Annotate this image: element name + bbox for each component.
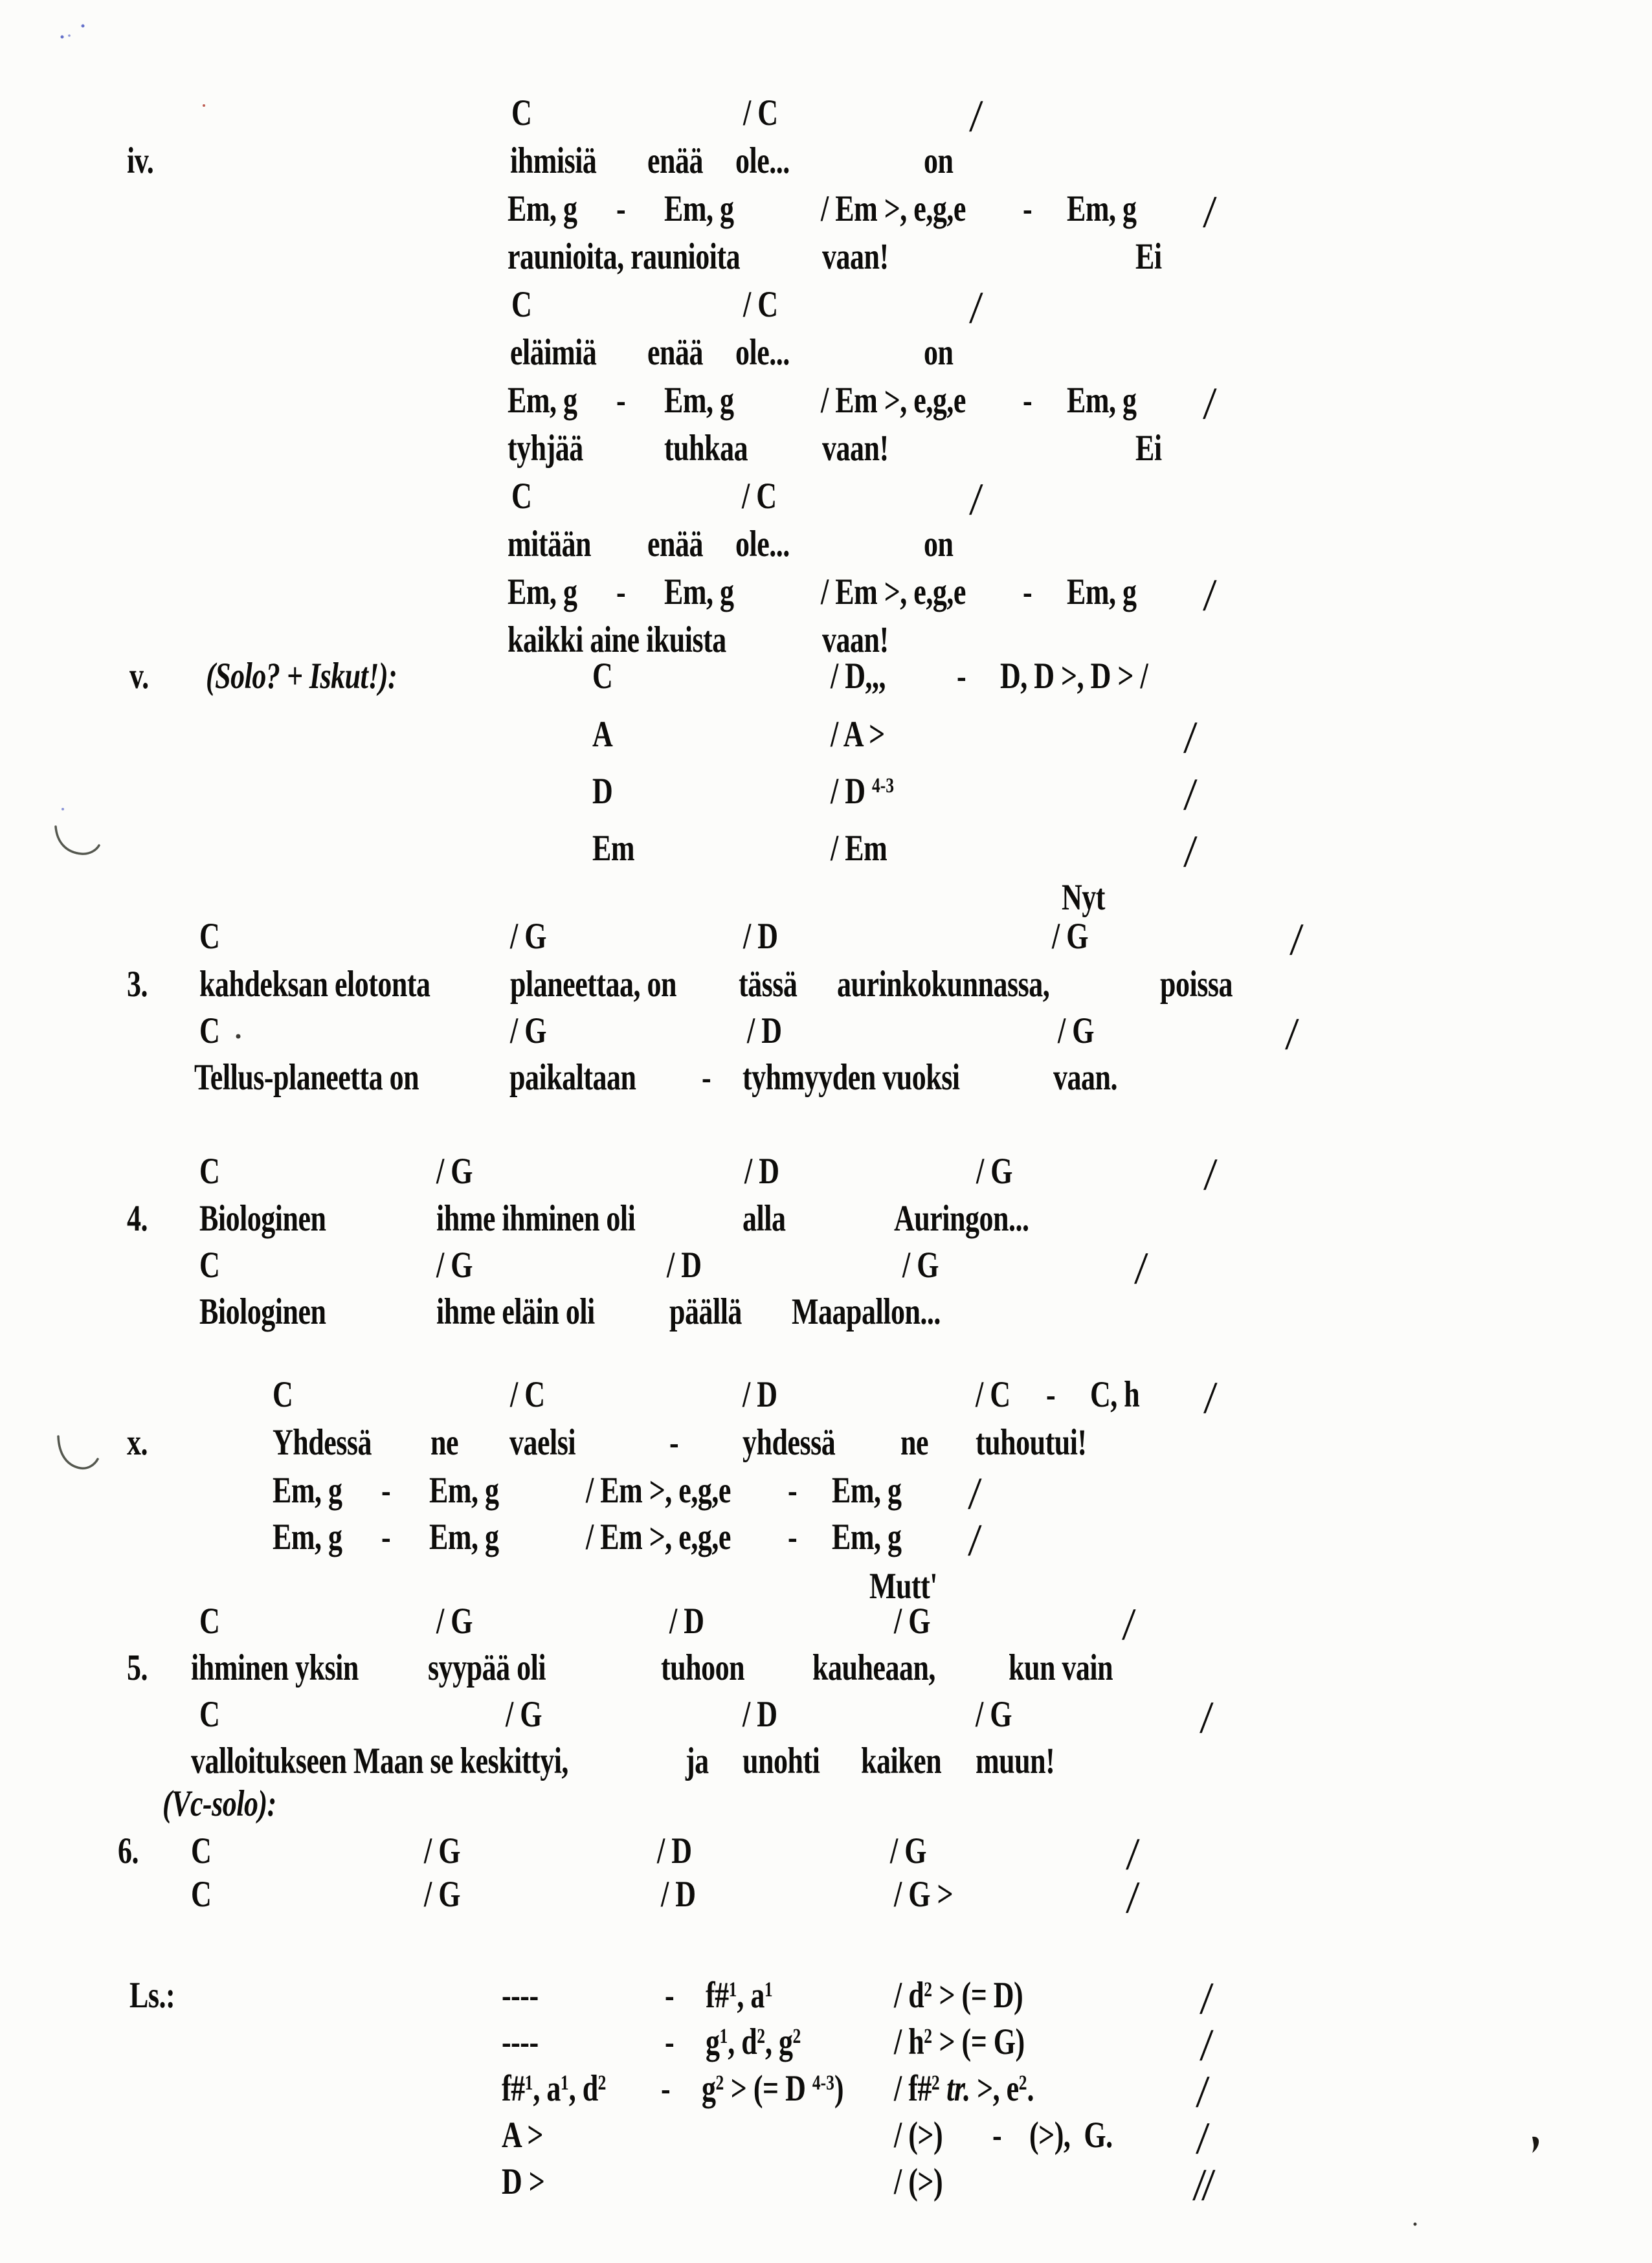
x-chords-0-seg-5: C, h	[1090, 1374, 1140, 1415]
verse6-chords-2-seg-3: / G >	[894, 1873, 954, 1915]
verse3-lyrics-3-seg-0: Tellus-planeetta on	[194, 1056, 419, 1098]
iv-lyrics-3-seg-1: vaan!	[822, 236, 889, 277]
ls-ls-row-1-seg-4: /	[1198, 2020, 1214, 2071]
verse4-chords-0-seg-2: / D	[744, 1150, 779, 1192]
ls-ls-row-3-seg-4: /	[1194, 2113, 1211, 2164]
v-solo-row-3-seg-0: Em	[592, 827, 634, 869]
iv-riff-2-seg-3: / Em >, e,g,e	[821, 188, 966, 229]
v-solo-row-0-seg-2: C	[592, 655, 613, 697]
verse6-chords-1-seg-3: / D	[657, 1830, 692, 1871]
ink-speck-blue-3	[61, 808, 64, 810]
verse3-lyrics-1-seg-1: kahdeksan elotonta	[199, 963, 430, 1005]
ls-ls-row-0-seg-4: / $d^2$ > (= D)	[894, 1974, 1023, 2016]
ls-ls-row-0-seg-1: ----	[502, 1974, 539, 2016]
iv-riff-6-seg-1: -	[616, 379, 626, 421]
x-riff-2-seg-4: -	[788, 1469, 798, 1511]
v-solo-row-0-seg-5: D, D >, D > /	[1000, 655, 1148, 697]
iv-lyrics-9-seg-3: on	[924, 523, 954, 564]
x-chords-0-seg-1: / C	[510, 1374, 545, 1415]
ls-ls-row-2-seg-1: -	[661, 2068, 671, 2109]
iv-riff-6-seg-0: Em, g	[508, 379, 577, 421]
verse3-chords-0-seg-4: /	[1288, 915, 1304, 965]
verse3-chords-2-seg-2: / D	[747, 1010, 782, 1051]
iv-lyrics-3-seg-0: raunioita, raunioita	[508, 236, 741, 277]
verse5-chords-2-seg-0: C	[199, 1693, 220, 1735]
verse3-lyrics-3-seg-1: paikaltaan	[509, 1056, 636, 1098]
x-riff-3-seg-4: -	[788, 1516, 798, 1557]
x-lyrics-1-seg-1: Yhdessä	[273, 1421, 372, 1463]
verse6-chords-1-seg-2: / G	[424, 1830, 460, 1871]
verse5-chords-0-seg-0: C	[199, 1600, 220, 1642]
iv-lyrics-1-seg-1: ihmisiä	[510, 140, 597, 181]
verse5-lyrics-1-seg-5: kun vain	[1009, 1647, 1113, 1688]
stray-dot-bottom	[1414, 2223, 1417, 2226]
x-riff-3-seg-0: Em, g	[273, 1516, 342, 1557]
verse4-chords-2-seg-0: C	[199, 1244, 220, 1286]
v-solo-row-3-seg-2: /	[1182, 827, 1198, 877]
verse3-chords-0-seg-0: C	[199, 915, 220, 957]
verse-5-number: 5.	[127, 1647, 148, 1688]
iv-chords-8-seg-1: / C	[742, 475, 777, 517]
cue-mutt: Mutt'	[869, 1565, 938, 1607]
verse3-lyrics-1-seg-5: poissa	[1160, 963, 1233, 1005]
iv-lyrics-9-seg-2: ole...	[735, 523, 790, 564]
x-riff-2-seg-6: /	[966, 1469, 983, 1519]
verse5-chords-2-seg-4: /	[1198, 1693, 1214, 1743]
verse3-lyrics-3-seg-4: vaan.	[1053, 1056, 1117, 1098]
x-riff-2-seg-5: Em, g	[832, 1469, 902, 1511]
x-riff-2-seg-2: Em, g	[429, 1469, 499, 1511]
verse5-chords-0-seg-1: / G	[436, 1600, 473, 1642]
iv-riff-2-seg-2: Em, g	[664, 188, 734, 229]
verse6-chords-1-seg-1: C	[191, 1830, 212, 1871]
section-label-x: x.	[127, 1421, 148, 1463]
iv-riff-6-seg-4: -	[1023, 379, 1032, 421]
verse-6-number: 6.	[118, 1830, 139, 1871]
verse6-chords-1-seg-4: / G	[890, 1830, 926, 1871]
x-lyrics-1-seg-2: ne	[430, 1421, 458, 1463]
x-riff-3-seg-2: Em, g	[429, 1516, 499, 1557]
iv-lyrics-11-seg-1: vaan!	[822, 619, 889, 660]
verse3-lyrics-1-seg-4: aurinkokunnassa,	[837, 963, 1050, 1005]
verse3-lyrics-3-seg-3: tyhmyyden vuoksi	[742, 1056, 960, 1098]
x-riff-3-seg-3: / Em >, e,g,e	[586, 1516, 731, 1557]
ls-ls-row-1-seg-0: ----	[502, 2021, 539, 2062]
iv-riff-2-seg-6: /	[1201, 187, 1218, 238]
v-solo-row-2-seg-2: /	[1182, 770, 1198, 820]
ls-ls-row-3-seg-0: A >	[502, 2114, 543, 2156]
verse4-chords-2-seg-4: /	[1133, 1243, 1149, 1294]
verse4-chords-0-seg-0: C	[199, 1150, 220, 1192]
ls-ls-row-1-seg-2: $g^1$, $d^2$, $g^2$	[706, 2021, 801, 2062]
ls-ls-row-2-seg-0: f#$^1$, $a^1$, $d^2$	[502, 2068, 607, 2109]
ls-ls-row-4-seg-0: D >	[502, 2161, 545, 2202]
ls-ls-row-4-seg-2: //	[1191, 2160, 1216, 2211]
x-chords-0-seg-4: -	[1046, 1374, 1056, 1415]
x-chords-0-seg-6: /	[1202, 1373, 1218, 1423]
verse4-lyrics-3-seg-2: päällä	[669, 1291, 742, 1332]
verse5-chords-0-seg-2: / D	[669, 1600, 704, 1642]
iv-riff-10-seg-3: / Em >, e,g,e	[821, 571, 966, 612]
verse4-chords-0-seg-3: / G	[976, 1150, 1012, 1192]
ls-ls-row-2-seg-3: / f#$^2$ tr. >, $e^2$.	[894, 2068, 1034, 2109]
solo-iskut-note: (Solo? + Iskut!):	[206, 655, 397, 697]
iv-riff-6-seg-5: Em, g	[1067, 379, 1137, 421]
v-solo-row-0-seg-3: / D,,,	[831, 655, 886, 697]
iv-chords-0-seg-1: / C	[743, 92, 778, 133]
x-riff-3-seg-5: Em, g	[832, 1516, 902, 1557]
ls-ls-row-0-seg-3: f#$^1$, $a^1$	[706, 1974, 773, 2016]
iv-riff-6-seg-3: / Em >, e,g,e	[821, 379, 966, 421]
v-solo-row-2-seg-1: / D $^{4-3}$	[831, 770, 895, 812]
iv-chords-4-seg-2: /	[968, 283, 984, 333]
iv-chords-4-seg-0: C	[511, 284, 532, 325]
iv-riff-10-seg-6: /	[1201, 570, 1218, 621]
iv-lyrics-5-seg-0: eläimiä	[510, 331, 597, 373]
iv-lyrics-5-seg-1: enää	[647, 331, 703, 373]
v-solo-row-1-seg-0: A	[592, 713, 613, 755]
ink-speck-red	[203, 104, 205, 107]
verse3-chords-0-seg-2: / D	[743, 915, 778, 957]
iv-chords-8-seg-0: C	[511, 475, 532, 517]
x-chords-0-seg-0: C	[273, 1374, 293, 1415]
verse3-chords-0-seg-1: / G	[510, 915, 546, 957]
ls-label: Ls.:	[129, 1974, 175, 2016]
verse5-lyrics-1-seg-3: tuhoon	[661, 1647, 745, 1688]
iv-lyrics-7-seg-1: tuhkaa	[664, 427, 748, 469]
verse3-chords-2-seg-4: /	[1284, 1009, 1300, 1060]
iv-riff-2-seg-0: Em, g	[508, 188, 577, 229]
x-chords-0-seg-3: / C	[976, 1374, 1010, 1415]
iv-riff-2-seg-1: -	[616, 188, 626, 229]
v-solo-row-0-seg-4: -	[957, 655, 966, 697]
x-lyrics-1-seg-6: ne	[900, 1421, 928, 1463]
cue-ei: Ei	[1135, 236, 1162, 277]
section-label-iv: iv.	[127, 140, 154, 181]
verse4-lyrics-1-seg-2: ihme ihminen oli	[436, 1198, 636, 1239]
verse6-chords-2-seg-4: /	[1124, 1873, 1141, 1923]
verse3-chords-0-seg-3: / G	[1052, 915, 1088, 957]
iv-lyrics-7-seg-2: vaan!	[822, 427, 889, 469]
verse5-chords-2-seg-3: / G	[976, 1693, 1012, 1735]
ls-ls-row-2-seg-2: $g^2$ > (= D $^{4-3}$)	[702, 2068, 844, 2109]
iv-riff-2-seg-4: -	[1023, 188, 1032, 229]
iv-lyrics-1-seg-4: on	[924, 140, 954, 181]
verse4-lyrics-3-seg-3: Maapallon...	[792, 1291, 941, 1332]
verse5-lyrics-1-seg-4: kauheaan,	[812, 1647, 935, 1688]
iv-riff-10-seg-1: -	[616, 571, 626, 612]
verse4-chords-2-seg-3: / G	[902, 1244, 939, 1286]
verse3-chords-2-seg-3: / G	[1058, 1010, 1094, 1051]
verse5-lyrics-3-seg-3: kaiken	[861, 1740, 942, 1781]
iv-chords-0-seg-2: /	[968, 91, 984, 142]
ls-ls-row-3-seg-1: / (>)	[894, 2114, 943, 2156]
ink-speck-blue-1	[82, 25, 85, 28]
verse6-chords-2-seg-1: / G	[424, 1873, 460, 1915]
section-label-v: v.	[129, 655, 149, 697]
verse5-lyrics-3-seg-0: valloitukseen Maan se keskittyi,	[191, 1740, 568, 1781]
x-lyrics-1-seg-3: vaelsi	[509, 1421, 576, 1463]
verse3-chords-2-seg-1: / G	[510, 1010, 546, 1051]
verse5-chords-0-seg-3: / G	[894, 1600, 930, 1642]
verse5-chords-0-seg-4: /	[1121, 1600, 1137, 1650]
x-lyrics-1-seg-7: tuhoutui!	[976, 1421, 1087, 1463]
verse5-lyrics-3-seg-1: ja	[686, 1740, 709, 1781]
verse6-chords-2-seg-2: / D	[661, 1873, 696, 1915]
iv-lyrics-9-seg-1: enää	[647, 523, 703, 564]
v-solo-row-2-seg-0: D	[592, 770, 613, 812]
verse6-chords-1-seg-5: /	[1124, 1829, 1141, 1880]
x-riff-2-seg-1: -	[381, 1469, 391, 1511]
verse3-chords-2-seg-0: C	[199, 1010, 220, 1051]
ls-ls-row-4-seg-1: / (>)	[894, 2161, 943, 2202]
vc-solo-note: (Vc-solo):	[162, 1783, 276, 1824]
x-lyrics-1-seg-4: -	[669, 1421, 679, 1463]
ink-speck-blue-2	[61, 34, 71, 38]
v-solo-row-1-seg-2: /	[1182, 713, 1198, 763]
verse3-lyrics-1-seg-3: tässä	[739, 963, 798, 1005]
cue-nyt: Nyt	[1062, 876, 1105, 918]
verse5-lyrics-3-seg-4: muun!	[976, 1740, 1055, 1781]
iv-lyrics-9-seg-0: mitään	[508, 523, 591, 564]
iv-chords-8-seg-2: /	[968, 474, 984, 525]
iv-riff-10-seg-4: -	[1023, 571, 1032, 612]
verse4-chords-0-seg-1: / G	[436, 1150, 473, 1192]
v-solo-row-3-seg-1: / Em	[831, 827, 887, 869]
pencil-swoosh-1	[56, 827, 99, 854]
iv-lyrics-11-seg-0: kaikki aine ikuista	[508, 619, 726, 660]
x-riff-3-seg-1: -	[381, 1516, 391, 1557]
verse4-chords-2-seg-2: / D	[667, 1244, 702, 1286]
verse5-lyrics-1-seg-1: ihminen yksin	[191, 1647, 359, 1688]
ls-ls-row-0-seg-5: /	[1198, 1974, 1214, 2024]
x-riff-2-seg-3: / Em >, e,g,e	[586, 1469, 731, 1511]
ls-ls-row-1-seg-1: -	[665, 2021, 675, 2062]
iv-lyrics-5-seg-2: ole...	[735, 331, 790, 373]
iv-lyrics-5-seg-3: on	[924, 331, 954, 373]
stray-dot-after-chord	[236, 1034, 241, 1039]
verse-4-number: 4.	[127, 1198, 148, 1239]
verse6-chords-2-seg-0: C	[191, 1873, 212, 1915]
verse4-lyrics-1-seg-3: alla	[742, 1198, 786, 1239]
verse3-lyrics-3-seg-2: -	[702, 1056, 711, 1098]
x-riff-2-seg-0: Em, g	[273, 1469, 342, 1511]
verse5-chords-2-seg-1: / G	[506, 1693, 542, 1735]
verse4-lyrics-1-seg-4: Auringon...	[894, 1198, 1029, 1239]
iv-riff-6-seg-6: /	[1201, 379, 1218, 429]
iv-riff-10-seg-2: Em, g	[664, 571, 734, 612]
verse4-chords-0-seg-4: /	[1202, 1150, 1218, 1200]
ls-ls-row-0-seg-2: -	[665, 1974, 675, 2016]
pencil-swoosh-2	[58, 1436, 98, 1468]
iv-lyrics-7-seg-0: tyhjää	[508, 427, 583, 469]
x-chords-0-seg-2: / D	[742, 1374, 777, 1415]
v-solo-row-1-seg-1: / A >	[831, 713, 885, 755]
ls-ls-row-3-seg-3: (>), G.	[1029, 2114, 1113, 2156]
iv-riff-10-seg-0: Em, g	[508, 571, 577, 612]
ls-ls-row-2-seg-4: /	[1194, 2067, 1211, 2117]
verse-3-number: 3.	[127, 963, 148, 1005]
iv-lyrics-1-seg-3: ole...	[735, 140, 790, 181]
iv-riff-10-seg-5: Em, g	[1067, 571, 1137, 612]
x-riff-3-seg-6: /	[966, 1515, 983, 1566]
ls-ls-row-3-seg-2: -	[992, 2114, 1002, 2156]
verse3-lyrics-1-seg-2: planeettaa, on	[510, 963, 676, 1005]
verse5-lyrics-1-seg-2: syypää oli	[428, 1647, 546, 1688]
verse5-lyrics-3-seg-2: unohti	[742, 1740, 820, 1781]
verse4-lyrics-3-seg-1: ihme eläin oli	[436, 1291, 595, 1332]
cue-ei: Ei	[1135, 427, 1162, 469]
x-lyrics-1-seg-5: yhdessä	[742, 1421, 836, 1463]
verse4-chords-2-seg-1: / G	[436, 1244, 473, 1286]
iv-riff-6-seg-2: Em, g	[664, 379, 734, 421]
verse5-chords-2-seg-2: / D	[742, 1693, 777, 1735]
iv-chords-0-seg-0: C	[511, 92, 532, 133]
iv-chords-4-seg-1: / C	[743, 284, 778, 325]
verse4-lyrics-3-seg-0: Biologinen	[199, 1291, 326, 1332]
stray-comma-mark	[1532, 2137, 1539, 2153]
iv-riff-2-seg-5: Em, g	[1067, 188, 1137, 229]
iv-lyrics-1-seg-2: enää	[647, 140, 703, 181]
ls-ls-row-1-seg-3: / $h^2$ > (= G)	[894, 2021, 1025, 2062]
verse4-lyrics-1-seg-1: Biologinen	[199, 1198, 326, 1239]
